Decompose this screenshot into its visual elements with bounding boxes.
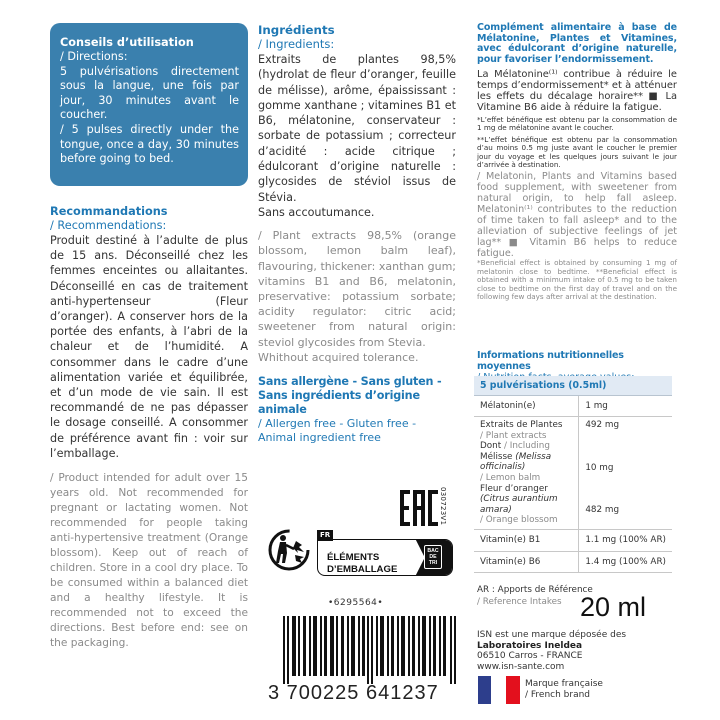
allergen-fr: Sans allergène - Sans gluten - Sans ingrédients d’origine animale [258,375,442,417]
nutrient-label-plants: Extraits de Plantes / Plant extracts Dont / Including Mélisse (Melissa officinalis) / Lemon balm Fleur d’oranger (Citrus aurantium amara) / Orange blossom [474,417,579,530]
ingredients-section [258,23,456,445]
footnote-2: **L’effet bénéfique est obtenu par la consommation d’au moins 0.5 mg juste avant le coucher le premier jour du voyage et les quelques jours suivant le jour d’arrivée à destination. [477,134,677,170]
directions-en: / 5 pulses directly under the tongue, once a day, 30 minutes before going to bed. [60,122,239,166]
french-flag-icon [478,676,520,704]
allergen-en: / Allergen free - Gluten free - Animal ingredient free [258,417,417,445]
directions-title: Conseils d’utilisation [60,36,194,49]
recycling-line2: D’EMBALLAGE [327,564,398,575]
ingredients-title: Ingrédients [258,23,335,37]
eac-logo-icon [399,488,439,528]
barcode-number: 3 700225 641237 [268,682,439,704]
description-en: / Melatonin, Plants and Vitamins based food supplement, with sweetener from natural origin, to help fall asleep. Melatonin⁽¹⁾ contributes to the reduction of time taken to fall asleep* and to the alleviation of subjective feelings of jet lag** ■ Vitamin B6 helps to reduce fatigue. [477,171,677,260]
recommendations-subtitle: / Recommendations: [50,219,167,232]
recommendations-section [50,205,248,651]
directions-subtitle: / Directions: [60,50,128,63]
packaging-recycling-label [317,530,453,576]
directions-box [50,23,248,186]
table-row [474,417,672,530]
reference-intakes-note: AR : Apports de Référence / Reference Intakes [477,585,593,607]
allergen-section [258,375,456,445]
nutrient-values-plants: 492 mg 10 mg 482 mg [579,417,672,530]
nutrition-table-header: 5 pulvérisations (0.5ml) [474,376,672,395]
barcode-icon [283,616,458,684]
ingredients-fr-note: Sans accoutumance. [258,205,375,219]
recommendations-en: / Product intended for adult over 15 years old. Not recommended for pregnant or lactating women. Not recommended for people taking anti-hypertensive treatment (Orange blossom). Keep out of reach of children. Store in a cool dry place. To be consumed within a balanced diet and a healthy lifestyle. It is recommended not to exceed the directions. Best before end: see on the packaging. [50,472,248,650]
ingredients-en: / Plant extracts 98,5% (orange blossom, lemon balm leaf), flavouring, thickener: xanthan gum; vitamins B1 and B6, melatonin, preservative: potassium sorbate; acidity regulator: citric acid; sweetener from natural origin: steviol glycosides from Stevia. [258,229,456,349]
table-row: Vitamin(e) B1 1.1 mg (100% AR) [474,530,672,552]
recycling-line1: ÉLÉMENTS [327,552,380,563]
nutrient-label: Mélatonin(e) [474,395,579,417]
ingredients-subtitle: / Ingredients: [258,37,335,51]
recycling-country: FR [317,530,333,541]
eac-code: 030723V1 [439,487,447,526]
directions-fr: 5 pulvérisations directement sous la langue, une fois par jour, 30 minutes avant le coucher. [60,64,239,122]
french-brand-label: Marque française / French brand [525,679,603,700]
footnote-1: *L’effet bénéfique est obtenu par la consommation de 1 mg de mélatonine avant le coucher. [477,115,677,133]
table-row [474,395,672,417]
internal-code: •6295564• [328,598,384,608]
nutrition-title: Informations nutritionnelles moyennes [477,350,624,372]
brand-info: ISN est une marque déposée des Laboratoires Ineldea 06510 Carros - FRANCE www.isn-sante.com [477,630,627,672]
recycling-bin-icon: BAC DE TRI [424,545,442,569]
volume: 20 ml [580,592,647,622]
ingredients-fr: Extraits de plantes 98,5% (hydrolat de fleur d’oranger, feuille de mélisse), arôme, épaississant : gomme xanthane ; vitamines B1 et B6, mélatonine, conservateur : sorbate de potassium ; correcteur d’acidité : acide citrique ; édulcorant d’origine naturelle : glycosides de stéviol issus de Stévia. [258,53,456,204]
company-name: Laboratoires Ineldea [477,640,583,651]
recommendations-title: Recommandations [50,205,168,218]
triman-recycling-icon [266,527,312,573]
table-row: Vitamin(e) B6 1.4 mg (100% AR) [474,551,672,573]
nutrition-table [474,376,672,573]
website-link[interactable]: www.isn-sante.com [477,661,565,672]
description-fr: La Mélatonine⁽¹⁾ contribue à réduire le temps d’endormissement* et à atténuer les effets du décalage horaire** ■ La Vitamine B6 aide à réduire la fatigue. [477,69,677,113]
recommendations-fr: Produit destiné à l’adulte de plus de 15 ans. Déconseillé chez les femmes enceintes ou allaitantes. Déconseillé en cas de traitement anti-hypertenseur (Fleur d’oranger). A conserver hors de la portée des enfants, à l’abri de la chaleur et de l’humidité. A consommer dans le cadre d’une alimentation variée et équilibrée, et d’un mode de vie sain. Il est recommandé de ne pas dépasser le dosage conseillé. A consommer de préférence avant fin : voir sur l’emballage. [50,234,248,460]
nutrient-value: 1 mg [579,395,672,417]
ingredients-en-note: Whithout acquired tolerance. [258,350,419,364]
description-section [477,23,677,301]
footnote-en: *Beneficial effect is obtained by consuming 1 mg of melatonin close to bedtime. **Beneficial effect is obtained with a minimum intake of 0.5 mg to be taken close to bedtime on the first day of travel and on the following few days after arrival at the destination. [477,258,677,302]
product-title: Complément alimentaire à base de Mélatonine, Plantes et Vitamines, avec édulcorant d’origine naturelle, pour favoriser l’endormissement. [477,22,677,65]
